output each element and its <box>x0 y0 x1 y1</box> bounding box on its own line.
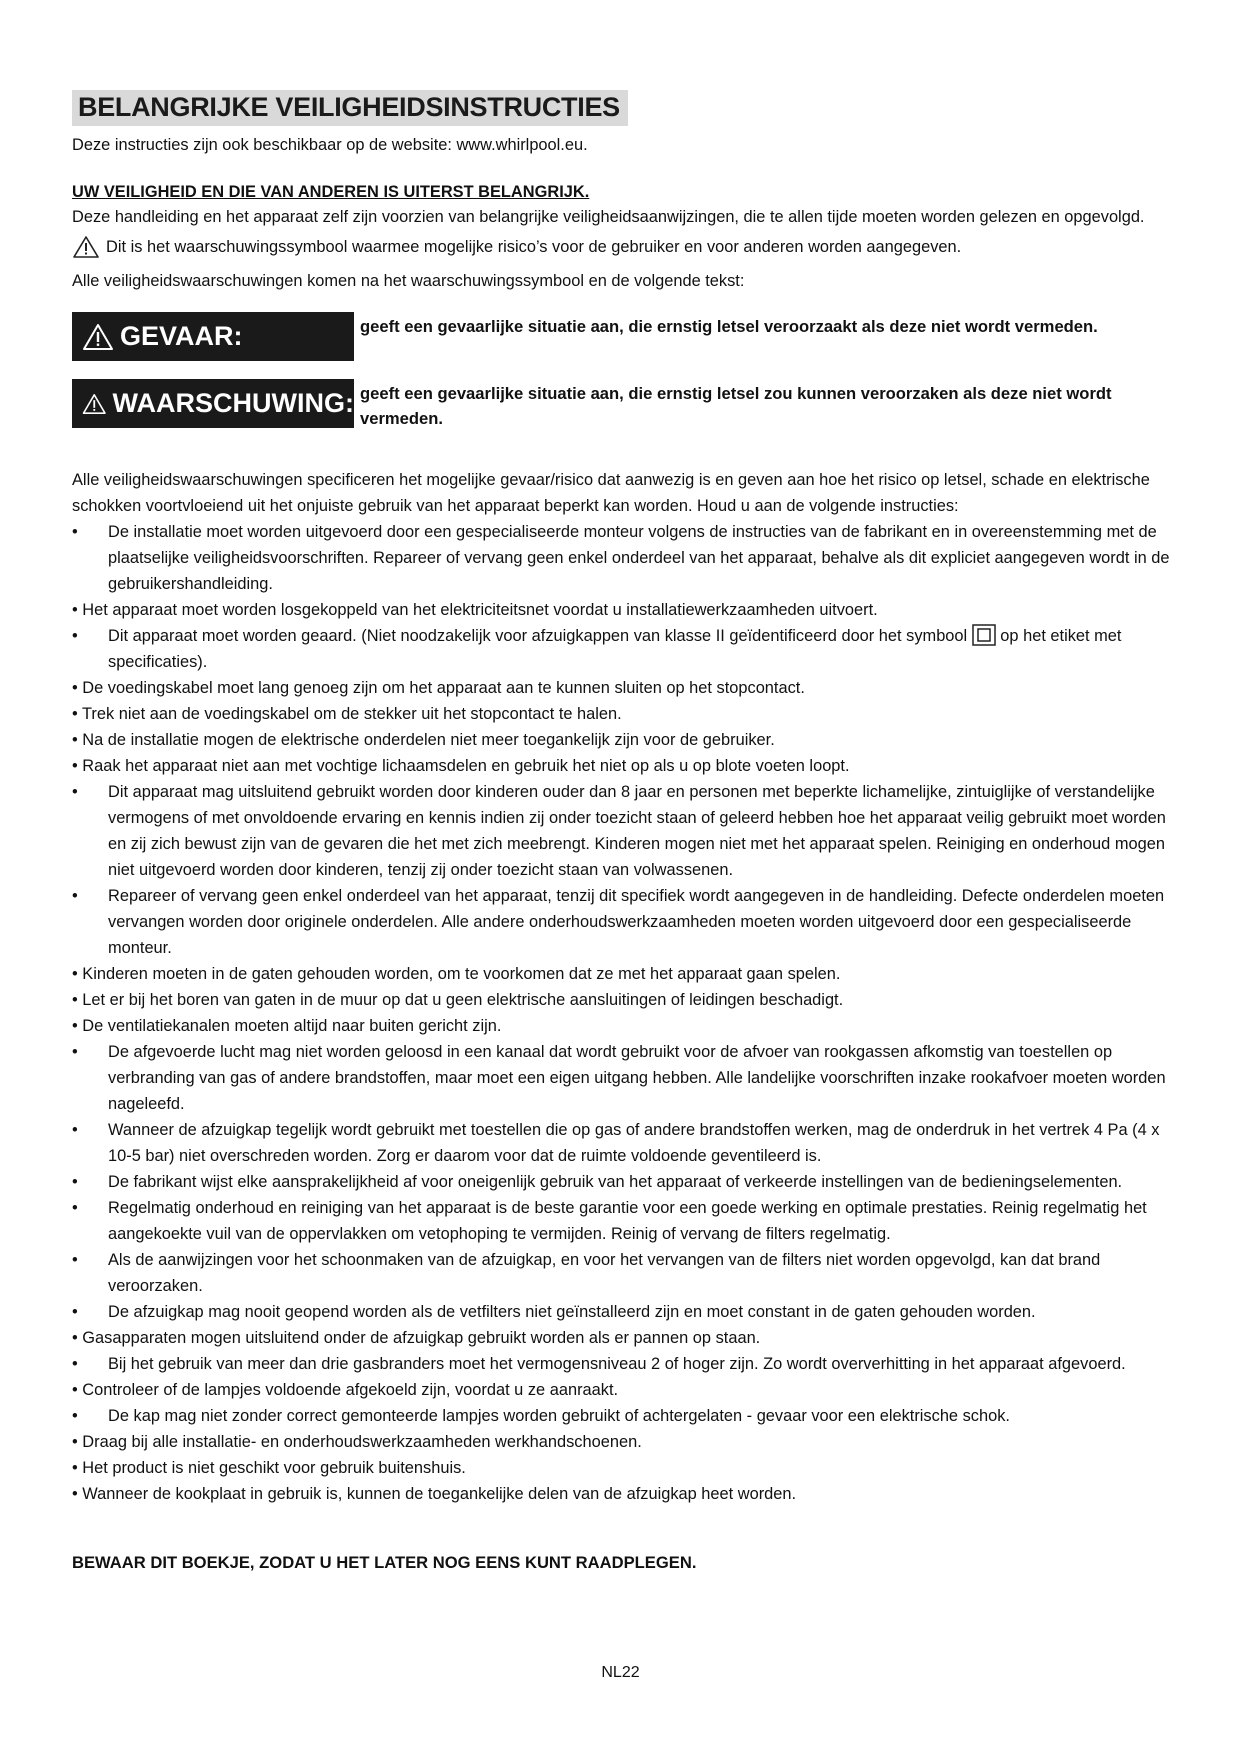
warning-row <box>72 379 1172 431</box>
list-item: • De kap mag niet zonder correct gemonteerde lampjes worden gebruikt of achtergelaten - gevaar voor een elektrische schok. <box>72 1403 1172 1429</box>
earthing-text-after: op het etiket met specificaties). <box>108 627 1122 671</box>
page-title: BELANGRIJKE VEILIGHEIDSINSTRUCTIES <box>72 90 628 126</box>
list-item: • Bij het gebruik van meer dan drie gasbranders moet het vermogensniveau 2 of hoger zijn. Zo wordt oververhitting in het apparaat afgevoerd. <box>72 1351 1172 1377</box>
warning-description: geeft een gevaarlijke situatie aan, die ernstig letsel zou kunnen veroorzaken als deze niet wordt vermeden. <box>360 384 1112 428</box>
safety-instruction-list <box>72 519 1172 1507</box>
earthing-text-before: Dit apparaat moet worden geaard. (Niet noodzakelijk voor afzuigkappen van klasse II geïdentificeerd door het symbool <box>108 627 972 645</box>
list-item-earthing <box>72 623 1172 675</box>
list-item: • Wanneer de afzuigkap tegelijk wordt gebruikt met toestellen die op gas of andere brandstoffen werken, mag de onderdruk in het vertrek 4 Pa (4 x 10-5 bar) niet overschreden worden. Zorg er daarom voor dat de ruimte voldoende geventileerd is. <box>72 1117 1172 1169</box>
list-item: • Dit apparaat mag uitsluitend gebruikt worden door kinderen ouder dan 8 jaar en personen met beperkte lichamelijke, zintuiglijke of verstandelijke vermogens of met onvoldoende ervaring en kennis indien zij onder toezicht staan of geleerd hebben hoe het apparaat veilig gebruikt moet worden en zij zich bewust zijn van de gevaren die het met zich meebrengt. Kinderen mogen niet met het apparaat spelen. Reiniging en onderhoud mogen niet uitgevoerd worden door kinderen, tenzij zij onder toezicht staan van volwassenen. <box>72 779 1172 883</box>
list-item: • Gasapparaten mogen uitsluitend onder de afzuigkap gebruikt worden als er pannen op staan. <box>72 1325 1172 1351</box>
danger-label: GEVAAR: <box>120 321 243 351</box>
list-item: • Repareer of vervang geen enkel onderdeel van het apparaat, tenzij dit specifiek wordt aangegeven in de handleiding. Defecte onderdelen moeten vervangen worden door originele onderdelen. Alle andere onderhoudswerkzaamheden moeten worden uitgevoerd door een gespecialiseerde monteur. <box>72 883 1172 961</box>
list-item: • De ventilatiekanalen moeten altijd naar buiten gericht zijn. <box>72 1013 1172 1039</box>
specify-paragraph: Alle veiligheidswaarschuwingen specificeren het mogelijke gevaar/risico dat aanwezig is en geven aan hoe het risico op letsel, schade en elektrische schokken voortvloeiend uit het onjuiste gebruik van het apparaat beperkt kan worden. Houd u aan de volgende instructies: <box>72 471 1150 515</box>
symbol-note-text: Dit is het waarschuwingssymbool waarmee mogelijke risico’s voor de gebruiker en voor anderen worden aangegeven. <box>106 238 962 256</box>
list-item: • Als de aanwijzingen voor het schoonmaken van de afzuigkap, en voor het vervangen van de filters niet worden opgevolgd, kan dat brand veroorzaken. <box>72 1247 1172 1299</box>
danger-label-box <box>72 312 354 361</box>
warning-label-box <box>72 379 354 428</box>
list-item: • Kinderen moeten in de gaten gehouden worden, om te voorkomen dat ze met het apparaat gaan spelen. <box>72 961 1172 987</box>
intro-paragraph: Deze handleiding en het apparaat zelf zijn voorzien van belangrijke veiligheidsaanwijzingen, die te allen tijde moeten worden gelezen en opgevolgd. <box>72 208 1145 226</box>
warning-triangle-icon <box>72 235 100 259</box>
list-item: • De installatie moet worden uitgevoerd door een gespecialiseerde monteur volgens de instructies van de fabrikant en in overeenstemming met de plaatselijke veiligheidsvoorschriften. Repareer of vervang geen enkel onderdeel van het apparaat, behalve als dit expliciet aangegeven wordt in de gebruikershandleiding. <box>72 519 1172 597</box>
list-item: • Wanneer de kookplaat in gebruik is, kunnen de toegankelijke delen van de afzuigkap heet worden. <box>72 1481 1172 1507</box>
list-item: • De afzuigkap mag nooit geopend worden als de vetfilters niet geïnstalleerd zijn en moet constant in de gaten gehouden worden. <box>72 1299 1172 1325</box>
list-item: • De fabrikant wijst elke aansprakelijkheid af voor oneigenlijk gebruik van het apparaat of verkeerde instellingen van de bedieningselementen. <box>72 1169 1172 1195</box>
list-item: • Controleer of de lampjes voldoende afgekoeld zijn, voordat u ze aanraakt. <box>72 1377 1172 1403</box>
list-item: • Trek niet aan de voedingskabel om de stekker uit het stopcontact te halen. <box>72 701 1172 727</box>
list-item: • Regelmatig onderhoud en reiniging van het apparaat is de beste garantie voor een goede werking en optimale prestaties. Reinig regelmatig het aangekoekte vuil van de oppervlakken om vetophoping te vermijden. Reinig of vervang de filters regelmatig. <box>72 1195 1172 1247</box>
manual-page <box>72 90 1172 1573</box>
warning-triangle-icon <box>82 390 107 418</box>
list-item: • Na de installatie mogen de elektrische onderdelen niet meer toegankelijk zijn voor de gebruiker. <box>72 727 1172 753</box>
list-item: • Het product is niet geschikt voor gebruik buitenshuis. <box>72 1455 1172 1481</box>
subheading: UW VEILIGHEID EN DIE VAN ANDEREN IS UITERST BELANGRIJK. <box>72 183 590 201</box>
danger-description: geeft een gevaarlijke situatie aan, die ernstig letsel veroorzaakt als deze niet wordt vermeden. <box>360 317 1098 336</box>
danger-row <box>72 312 1172 361</box>
list-item: • Let er bij het boren van gaten in de muur op dat u geen elektrische aansluitingen of leidingen beschadigt. <box>72 987 1172 1013</box>
keep-booklet-note: BEWAAR DIT BOEKJE, ZODAT U HET LATER NOG EENS KUNT RAADPLEGEN. <box>72 1553 697 1572</box>
list-item: • Draag bij alle installatie- en onderhoudswerkzaamheden werkhandschoenen. <box>72 1429 1172 1455</box>
page-number: NL22 <box>601 1664 640 1681</box>
list-item: • De afgevoerde lucht mag niet worden geloosd in een kanaal dat wordt gebruikt voor de afvoer van rookgassen afkomstig van toestellen op verbranding van gas of andere brandstoffen, maar moet een eigen uitgang hebben. Alle landelijke voorschriften inzake rookafvoer moeten worden nageleefd. <box>72 1039 1172 1117</box>
list-item: • Het apparaat moet worden losgekoppeld van het elektriciteitsnet voordat u installatiewerkzaamheden uitvoert. <box>72 597 1172 623</box>
warning-label: WAARSCHUWING: <box>112 388 354 418</box>
list-item: • De voedingskabel moet lang genoeg zijn om het apparaat aan te kunnen sluiten op het stopcontact. <box>72 675 1172 701</box>
warning-triangle-icon <box>82 323 114 351</box>
website-note: Deze instructies zijn ook beschikbaar op de website: www.whirlpool.eu. <box>72 136 588 154</box>
class-ii-symbol-icon <box>972 624 996 646</box>
follow-note: Alle veiligheidswaarschuwingen komen na het waarschuwingssymbool en de volgende tekst: <box>72 272 745 290</box>
symbol-note-row <box>72 234 1172 260</box>
list-item: • Raak het apparaat niet aan met vochtige lichaamsdelen en gebruik het niet op als u op blote voeten loopt. <box>72 753 1172 779</box>
